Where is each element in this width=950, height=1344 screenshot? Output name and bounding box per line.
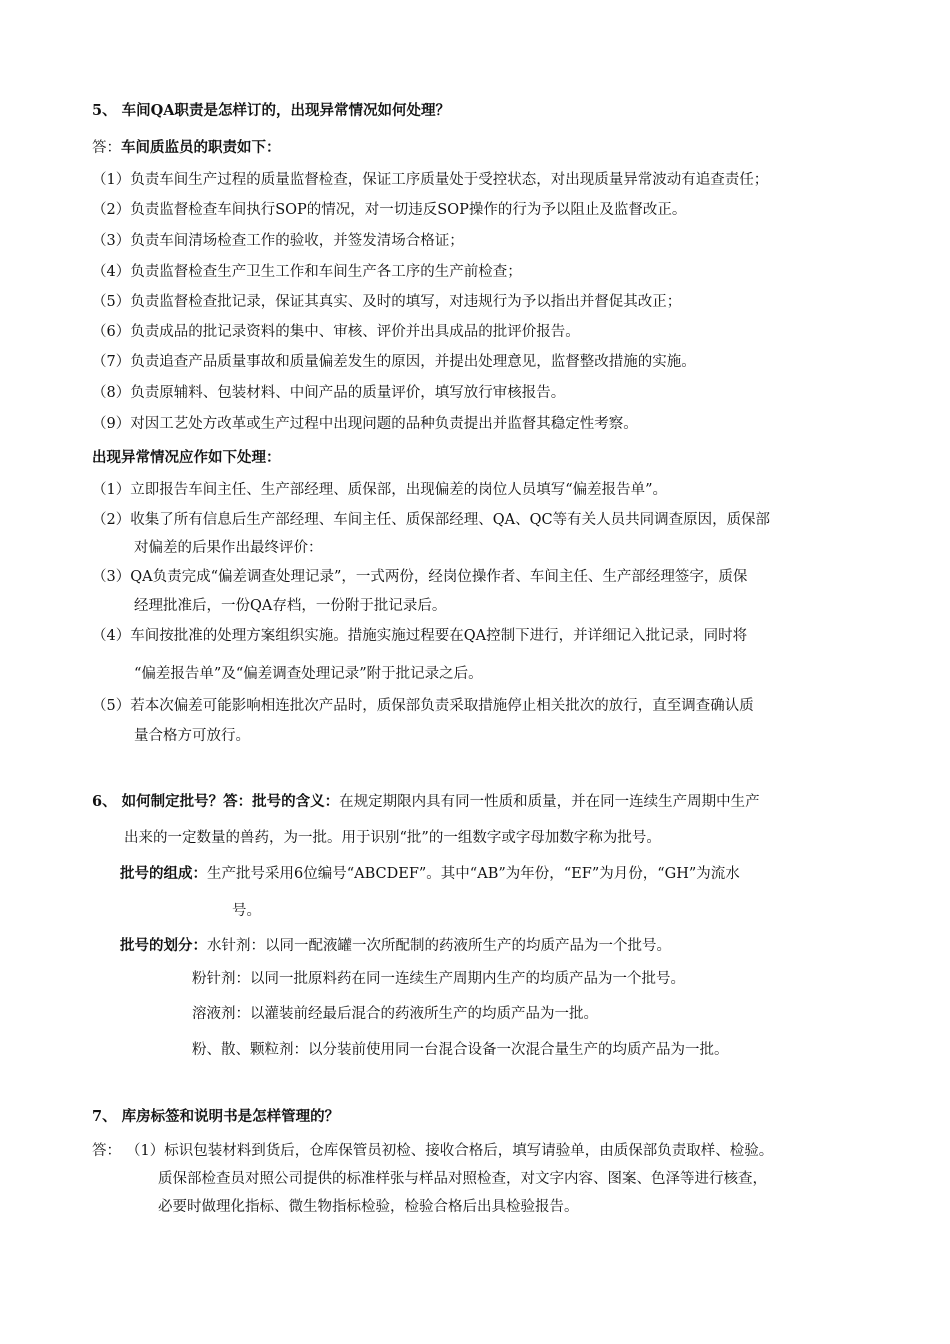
q6-meaning-line-2: 出来的一定数量的兽药，为一批。用于识别“批”的一组数字或字母加数字称为批号。: [124, 830, 661, 846]
q6-division-2: 粉针剂：以同一批原料药在同一连续生产周期内生产的均质产品为一个批号。: [192, 971, 685, 987]
q5-step-5-line-1: （5）若本次偏差可能影响相连批次产品时，质保部负责采取措施停止相关批次的放行，直至调查确认质: [92, 698, 754, 714]
q6-division-line: [120, 936, 671, 956]
q7-item-1-line-2: 质保部检查员对照公司提供的标准样张与样品对照检查，对文字内容、图案、色泽等进行核查，: [158, 1171, 767, 1187]
q5-step-5-line-2: 量合格方可放行。: [134, 728, 250, 744]
q6-composition-line-2: 号。: [232, 903, 261, 919]
q5-duty-5: （5）负责监督检查批记录，保证其真实、及时的填写，对违规行为予以指出并督促其改正；: [92, 294, 682, 310]
q5-step-2-line-2: 对偏差的后果作出最终评价：: [134, 540, 323, 556]
q7-title: 7、 库房标签和说明书是怎样管理的？: [92, 1108, 340, 1125]
q6-division-3: 溶液剂：以灌装前经最后混合的药液所生产的均质产品为一批。: [192, 1006, 598, 1022]
q6-composition-text: 生产批号采用6位编号“ABCDEF”。其中“AB”为年份，“EF”为月份，“GH”为流水: [207, 866, 740, 882]
q5-duty-7: （7）负责追查产品质量事故和质量偏差发生的原因，并提出处理意见，监督整改措施的实施。: [92, 354, 696, 370]
q5-step-2-line-1: （2）收集了所有信息后生产部经理、车间主任、质保部经理、QA、QC等有关人员共同调查原因，质保部: [92, 512, 771, 528]
q5-step-3-line-2: 经理批准后，一份QA存档，一份附于批记录后。: [134, 598, 447, 614]
q7-item-1-line-3: 必要时做理化指标、微生物指标检验，检验合格后出具检验报告。: [158, 1199, 579, 1215]
q6-title-line: [92, 792, 760, 812]
q5-step-1: （1）立即报告车间主任、生产部经理、质保部，出现偏差的岗位人员填写“偏差报告单”。: [92, 482, 668, 498]
q5-duty-3: （3）负责车间清场检查工作的验收，并签发清场合格证；: [92, 233, 464, 249]
q5-answer-line: [92, 138, 281, 158]
q6-division-1: 水针剂：以同一配液罐一次所配制的药液所生产的均质产品为一个批号。: [207, 938, 671, 954]
q5-duty-1: （1）负责车间生产过程的质量监督检查，保证工序质量处于受控状态，对出现质量异常波动有追查责任；: [92, 172, 769, 188]
q5-step-4-line-1: （4）车间按批准的处理方案组织实施。措施实施过程要在QA控制下进行，并详细记入批记录，同时将: [92, 628, 748, 644]
q5-duty-heading: 车间质监员的职责如下：: [121, 139, 281, 156]
q5-duty-8: （8）负责原辅料、包装材料、中间产品的质量评价，填写放行审核报告。: [92, 385, 566, 401]
q5-step-4-line-2: “偏差报告单”及“偏差调查处理记录”附于批记录之后。: [134, 666, 483, 682]
q6-composition-line: [120, 864, 740, 884]
q5-duty-2: （2）负责监督检查车间执行SOP的情况，对一切违反SOP操作的行为予以阻止及监督改正。: [92, 202, 687, 218]
q6-division-4: 粉、散、颗粒剂：以分装前使用同一台混合设备一次混合量生产的均质产品为一批。: [192, 1042, 729, 1058]
q7-answer-prefix: 答：: [92, 1143, 121, 1159]
q5-abnormal-heading: 出现异常情况应作如下处理：: [92, 449, 281, 466]
q5-answer-prefix: 答：: [92, 140, 121, 156]
q5-duty-9: （9）对因工艺处方改革或生产过程中出现问题的品种负责提出并监督其稳定性考察。: [92, 416, 638, 432]
q7-item-1-line-1: （1）标识包装材料到货后，仓库保管员初检、接收合格后，填写请验单，由质保部负责取样、检验。: [126, 1143, 774, 1159]
q5-step-3-line-1: （3）QA负责完成“偏差调查处理记录”，一式两份，经岗位操作者、车间主任、生产部经理签字，质保: [92, 569, 748, 585]
q5-duty-6: （6）负责成品的批记录资料的集中、审核、评价并出具成品的批评价报告。: [92, 324, 580, 340]
q6-meaning-line-1: 在规定期限内具有同一性质和质量，并在同一连续生产周期中生产: [339, 794, 760, 810]
q6-title: 6、 如何制定批号？答：批号的含义：: [92, 793, 340, 810]
q5-duty-4: （4）负责监督检查生产卫生工作和车间生产各工序的生产前检查；: [92, 264, 522, 280]
q6-division-label: 批号的划分：: [120, 937, 207, 954]
q5-title: 5、 车间QA职责是怎样订的，出现异常情况如何处理？: [92, 102, 451, 119]
q6-composition-label: 批号的组成：: [120, 865, 207, 882]
